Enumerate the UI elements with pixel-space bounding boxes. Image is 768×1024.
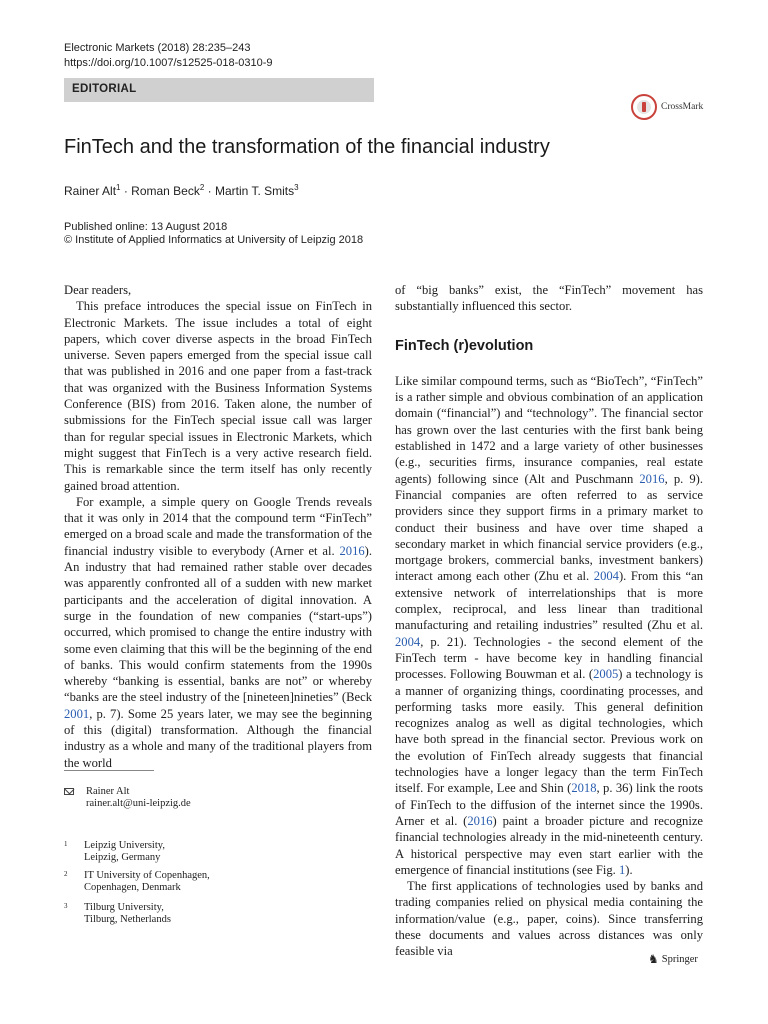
affiliation-number: 2 bbox=[64, 870, 68, 878]
affiliation-line: Tilburg University, bbox=[84, 902, 164, 913]
crossmark-icon bbox=[631, 94, 657, 120]
journal-citation: Electronic Markets (2018) 28:235–243 bbox=[64, 42, 251, 54]
section-band bbox=[64, 78, 374, 102]
author-affiliation-number: 1 bbox=[116, 183, 121, 192]
crossmark-badge[interactable] bbox=[631, 92, 703, 122]
citation-link[interactable]: 2005 bbox=[593, 667, 619, 682]
body-column-right bbox=[395, 282, 703, 960]
affiliation-line: IT University of Copenhagen, bbox=[84, 870, 210, 881]
greeting: Dear readers, bbox=[64, 283, 132, 297]
published-date: Published online: 13 August 2018 bbox=[64, 221, 228, 233]
affiliation-line: Leipzig, Germany bbox=[84, 852, 161, 863]
citation-link[interactable]: 2018 bbox=[571, 781, 597, 796]
affiliation-line: Copenhagen, Denmark bbox=[84, 882, 181, 893]
springer-knight-icon: ♞ bbox=[648, 952, 659, 966]
author-affiliation-number: 2 bbox=[199, 183, 205, 192]
citation-link[interactable]: 2016 bbox=[639, 471, 665, 486]
section-label: EDITORIAL bbox=[72, 83, 137, 95]
doi-link[interactable]: https://doi.org/10.1007/s12525-018-0310-9 bbox=[64, 57, 273, 69]
publisher-logo bbox=[648, 952, 698, 967]
author-name[interactable]: Rainer Alt bbox=[64, 184, 117, 198]
author-affiliation-number: 3 bbox=[294, 183, 299, 192]
article-title: FinTech and the transformation of the financial industry bbox=[64, 136, 550, 158]
publisher-name: Springer bbox=[661, 954, 698, 965]
body-paragraph: For example, a simple query on Google Trends reveals that it was only in 2014 that the compound term “FinTech” emerged on a broad scale and made the transformation of the financial industry visible to everybody (Arner et al. 2016). An industry that had remained rather stable over decades was apparently confronted all of a sudden with new market participants and the acceleration of digital innovation. A surge in the foundation of new companies (“start-ups”) occurred, which promised to change the entire industry with some even claiming that this will be the beginning of the end of banks. This would confirm statements from the 1990s whereby “banking is essential, banks are not” or whereby “banks are the steel industry of the [nineteen]nineties” (Beck 2001, p. 7). Some 25 years later, we may see the beginning of this (digital) transformation. Although the financial industry as a whole and many of the traditional players from the world bbox=[64, 494, 372, 770]
body-paragraph: The first applications of technologies used by banks and trading companies relied on physical media containing the information/value (e.g., paper, coins). Since transferring these documents and values across distances was only feasible via bbox=[395, 879, 703, 959]
citation-link[interactable]: 2016 bbox=[339, 543, 365, 558]
figure-link[interactable]: 1 bbox=[618, 862, 626, 877]
affiliation-number: 1 bbox=[64, 840, 68, 848]
author-list bbox=[64, 180, 299, 199]
citation-link[interactable]: 2016 bbox=[467, 813, 493, 828]
crossmark-label: CrossMark bbox=[661, 102, 704, 112]
author-separator: · bbox=[120, 184, 132, 198]
contact-email[interactable]: rainer.alt@uni-leipzig.de bbox=[86, 798, 191, 809]
body-paragraph: of “big banks” exist, the “FinTech” movement has substantially influenced this sector. bbox=[395, 283, 703, 314]
footnote-divider bbox=[64, 770, 154, 771]
author-name[interactable]: Martin T. Smits bbox=[214, 184, 295, 198]
section-heading: FinTech (r)evolution bbox=[395, 337, 534, 354]
citation-link[interactable]: 2004 bbox=[395, 634, 421, 649]
citation-link[interactable]: 2001 bbox=[64, 706, 90, 721]
body-column-left bbox=[64, 282, 372, 771]
affiliation-number: 3 bbox=[64, 902, 68, 910]
citation-link[interactable]: 2004 bbox=[593, 569, 619, 584]
author-separator: · bbox=[204, 184, 215, 198]
affiliation-line: Leipzig University, bbox=[84, 840, 165, 851]
author-name[interactable]: Roman Beck bbox=[131, 184, 200, 198]
body-paragraph: This preface introduces the special issue on FinTech in Electronic Markets. The issue includes a total of eight papers, which cover diverse aspects in the broad FinTech universe. Seven papers emerged from the special issue call that was published in 2016 and one paper from a fast-track that was organized with the Business Information Systems Conference (BIS) from 2016. Taken alone, the number of submissions for the FinTech special issue call was larger than for regular special issues in Electronic Markets, which might suggest that FinTech is a very active research field. This is remarkable since the term itself has only recently gained broad attention. bbox=[64, 299, 372, 493]
affiliation-line: Tilburg, Netherlands bbox=[84, 914, 171, 925]
copyright-line: © Institute of Applied Informatics at University of Leipzig 2018 bbox=[64, 234, 364, 246]
body-paragraph: Like similar compound terms, such as “BioTech”, “FinTech” is a rather simple and obvious combination of an application domain (“financial”) and “technology”. The financial sector has grown over the last centuries with the first bank being established in 1472 and a large variety of other businesses (e.g., securities firms, insurance companies, real estate agents) following since (Alt and Puschmann 2016, p. 9). Financial companies are often referred to as service providers since they support firms in a primary market to conduct their business and have over time shaped a secondary market in which financial service providers (e.g., mortgage brokers, commercial banks, investment bankers) interact among each other (Zhu et al. 2004). From this “an extensive network of interrelationships that is more complex, reciprocal, and less linear than traditional manufacturing and retailing industries” resulted (Zhu et al. 2004, p. 21). Technologies - the second element of the FinTech term - have become key in handling financial processes. Following Bouwman et al. (2005) a technology is a manner of organizing things, coordinating processes, and performing tasks more easily. This general definition recognizes analog as well as digital technologies, which have both spread in the financial sector. Previous work on the evolution of FinTech already suggests that financial technologies have a longer legacy than the term FinTech itself. For example, Lee and Shin (2018, p. 36) link the roots of FinTech to the diffusion of the internet since the 1990s. Arner et al. (2016) paint a broader picture and recognize financial technologies already in the mid-nineteenth century. A historical perspective may even start earlier with the emergence of financial institutions (see Fig. 1). bbox=[395, 373, 703, 877]
contact-name: Rainer Alt bbox=[86, 786, 130, 797]
envelope-icon bbox=[64, 788, 74, 795]
